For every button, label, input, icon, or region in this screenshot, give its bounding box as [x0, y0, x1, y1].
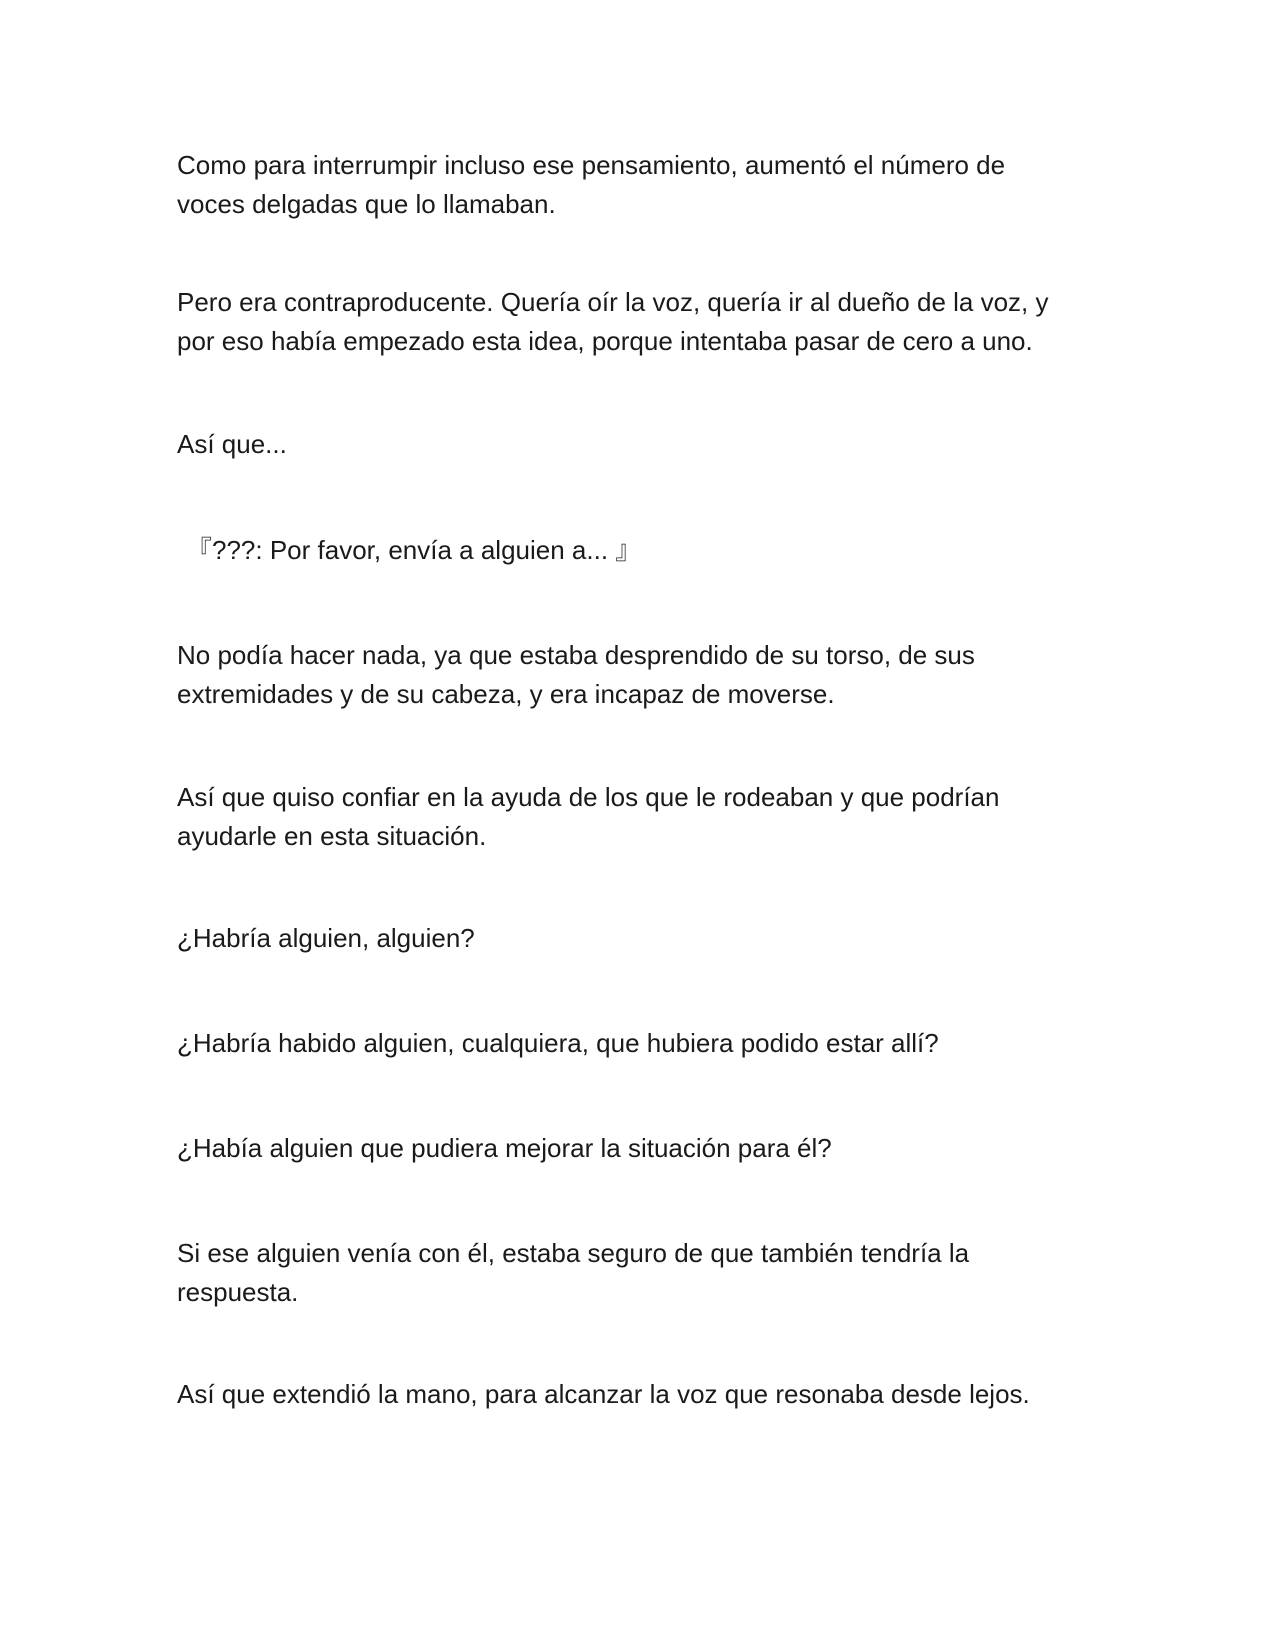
paragraph-line: voces delgadas que lo llamaban.	[177, 189, 556, 219]
paragraph-line: Como para interrumpir incluso ese pensamiento, aumentó el número de	[177, 150, 1006, 180]
paragraph-line: Así que extendió la mano, para alcanzar la voz que resonaba desde lejos.	[177, 1379, 1030, 1409]
paragraph-line: Si ese alguien venía con él, estaba seguro de que también tendría la	[177, 1238, 970, 1268]
paragraph-line: por eso había empezado esta idea, porque intentaba pasar de cero a uno.	[177, 326, 1033, 356]
paragraph-line: Así que...	[177, 429, 287, 459]
paragraph-line: Pero era contraproducente. Quería oír la voz, quería ir al dueño de la voz, y	[177, 287, 1049, 317]
dialogue-line: 『???: Por favor, envía a alguien a... 』	[186, 535, 642, 565]
paragraph-5	[177, 636, 1077, 714]
paragraph-4-dialogue	[186, 531, 1086, 570]
paragraph-9	[177, 1129, 1077, 1168]
paragraph-3	[177, 425, 1077, 464]
paragraph-line: Así que quiso confiar en la ayuda de los que le rodeaban y que podrían	[177, 782, 1000, 812]
paragraph-line: ¿Había alguien que pudiera mejorar la situación para él?	[177, 1133, 832, 1163]
paragraph-1	[177, 146, 1077, 224]
paragraph-line: No podía hacer nada, ya que estaba desprendido de su torso, de sus	[177, 640, 975, 670]
paragraph-11	[177, 1375, 1077, 1414]
paragraph-2	[177, 283, 1077, 361]
paragraph-6	[177, 778, 1077, 856]
paragraph-10	[177, 1234, 1077, 1312]
paragraph-line: ayudarle en esta situación.	[177, 821, 487, 851]
paragraph-line: extremidades y de su cabeza, y era incapaz de moverse.	[177, 679, 835, 709]
paragraph-7	[177, 919, 1077, 958]
paragraph-line: ¿Habría habido alguien, cualquiera, que hubiera podido estar allí?	[177, 1028, 939, 1058]
paragraph-8	[177, 1024, 1077, 1063]
paragraph-line: ¿Habría alguien, alguien?	[177, 923, 475, 953]
paragraph-line: respuesta.	[177, 1277, 299, 1307]
